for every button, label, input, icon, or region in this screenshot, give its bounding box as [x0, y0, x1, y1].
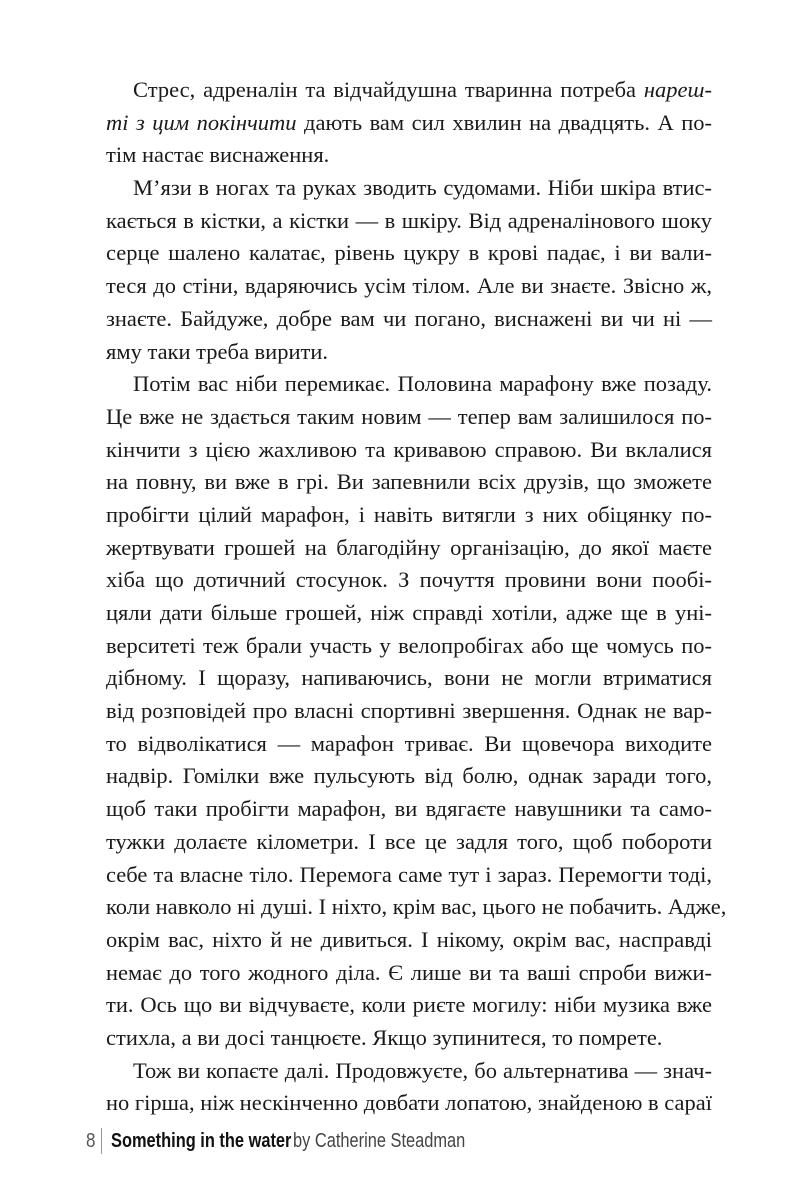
text-run: цяли дати більше грошей, ніж справді хотіли, адже ще в уні- — [106, 600, 712, 625]
text-line — [106, 1087, 712, 1120]
text-run: кається в кістки, а кістки — в шкіру. Від адреналінового шоку — [106, 207, 712, 233]
text-line — [106, 532, 712, 565]
text-line — [106, 401, 712, 434]
text-line — [106, 630, 712, 663]
text-run: то відволікатися — марафон триває. Ви щовечора виходите — [106, 730, 712, 756]
text-run: окрім вас, ніхто й не дивиться. І нікому, окрім вас, насправді — [106, 926, 712, 952]
text-run: М’язи в ногах та руках зводить судомами. Ніби шкіра втис- — [133, 175, 712, 201]
text-line — [106, 499, 712, 532]
text-run: Стрес, адреналін та відчайдушна тваринна потреба — [133, 77, 644, 102]
text-run: кінчити з цією жахливою та кривавою справою. Ви вклалися — [106, 436, 712, 462]
text-run: стихла, а ви досі танцюєте. Якщо зупинитеся, то помрете. — [106, 1024, 663, 1050]
running-footer — [86, 1126, 503, 1156]
text-run: Це вже не здається таким новим — тепер вам залишилося по- — [106, 403, 712, 429]
text-run: на повну, ви вже в грі. Ви запевнили всіх друзів, що зможете — [106, 469, 712, 495]
text-line — [106, 303, 712, 336]
text-run: коли навколо ні душі. І ніхто, крім вас, цього не побачить. Адже, — [106, 894, 727, 920]
text-line — [106, 466, 712, 499]
text-line — [106, 662, 712, 695]
text-line — [106, 434, 712, 467]
text-run: но гірша, ніж нескінченно довбати лопатою, знайденою в сараї — [106, 1090, 712, 1116]
text-line — [106, 237, 712, 270]
text-line — [106, 957, 712, 990]
italic-text: нареш- — [643, 77, 712, 102]
text-line — [106, 859, 712, 892]
text-run: серце шалено калатає, рівень цукру в крові падає, і ви вали- — [106, 240, 712, 266]
text-line — [106, 891, 727, 924]
text-line — [106, 74, 712, 107]
text-run: надвір. Гомілки вже пульсують від болю, однак заради того, — [106, 763, 712, 789]
text-line — [106, 270, 712, 303]
text-line — [106, 826, 712, 859]
text-run: хіба що дотичний стосунок. З почуття провини вони пообі- — [106, 567, 712, 593]
text-run: дібному. І щоразу, напиваючись, вони не могли втриматися — [106, 665, 712, 691]
text-line — [106, 172, 712, 205]
italic-text: ті з цим покінчити — [106, 109, 297, 135]
text-line — [106, 336, 712, 369]
text-run: дають вам сил хвилин на двадцять. А по- — [296, 109, 713, 135]
text-run: яму таки треба вирити. — [106, 338, 329, 364]
text-run: щоб таки пробігти марафон, ви вдягаєте навушники та само- — [106, 796, 712, 822]
book-title: Something in the water — [111, 1129, 292, 1152]
text-run: Потім вас ніби перемикає. Половина марафону вже позаду. — [133, 371, 712, 397]
text-line — [106, 1055, 712, 1088]
text-line — [106, 924, 712, 957]
text-line — [106, 368, 712, 401]
footer-separator — [101, 1128, 102, 1154]
text-run: немає до того жодного діла. Є лише ви та ваші спроби вижи- — [106, 959, 712, 985]
text-line — [106, 205, 712, 238]
text-line — [106, 597, 712, 630]
text-run: себе та власне тіло. Перемога саме тут і зараз. Перемогти тоді, — [106, 861, 712, 887]
text-run: знаєте. Байдуже, добре вам чи погано, виснажені ви чи ні — — [106, 305, 712, 331]
text-run: від розповідей про власні спортивні звершення. Однак не вар- — [106, 698, 712, 724]
text-run: пробігти цілий марафон, і навіть витягли з них обіцянку по- — [106, 501, 712, 527]
text-line — [106, 760, 712, 793]
body-text — [106, 74, 727, 1120]
text-line — [106, 107, 712, 140]
text-run: тужки долаєте кілометри. І все це задля того, щоб побороти — [106, 828, 712, 854]
text-run: верситеті теж брали участь у велопробігах або ще чомусь по- — [106, 632, 712, 658]
text-run: тім настає виснаження. — [106, 142, 330, 168]
page-number: 8 — [86, 1129, 96, 1152]
book-author: by Catherine Steadman — [293, 1129, 466, 1152]
text-line — [106, 139, 712, 172]
text-line — [106, 1022, 712, 1055]
text-line — [106, 564, 712, 597]
text-line — [106, 695, 712, 728]
text-line — [106, 728, 712, 761]
text-line — [106, 793, 712, 826]
text-line — [106, 989, 712, 1022]
text-run: жертвувати грошей на благодійну організацію, до якої маєте — [106, 534, 712, 560]
text-run: Тож ви копаєте далі. Продовжуєте, бо альтернатива — знач- — [133, 1057, 712, 1083]
text-run: теся до стіни, вдаряючись усім тілом. Але ви знаєте. Звісно ж, — [106, 273, 712, 299]
text-run: ти. Ось що ви відчуваєте, коли риєте могилу: ніби музика вже — [106, 992, 712, 1018]
